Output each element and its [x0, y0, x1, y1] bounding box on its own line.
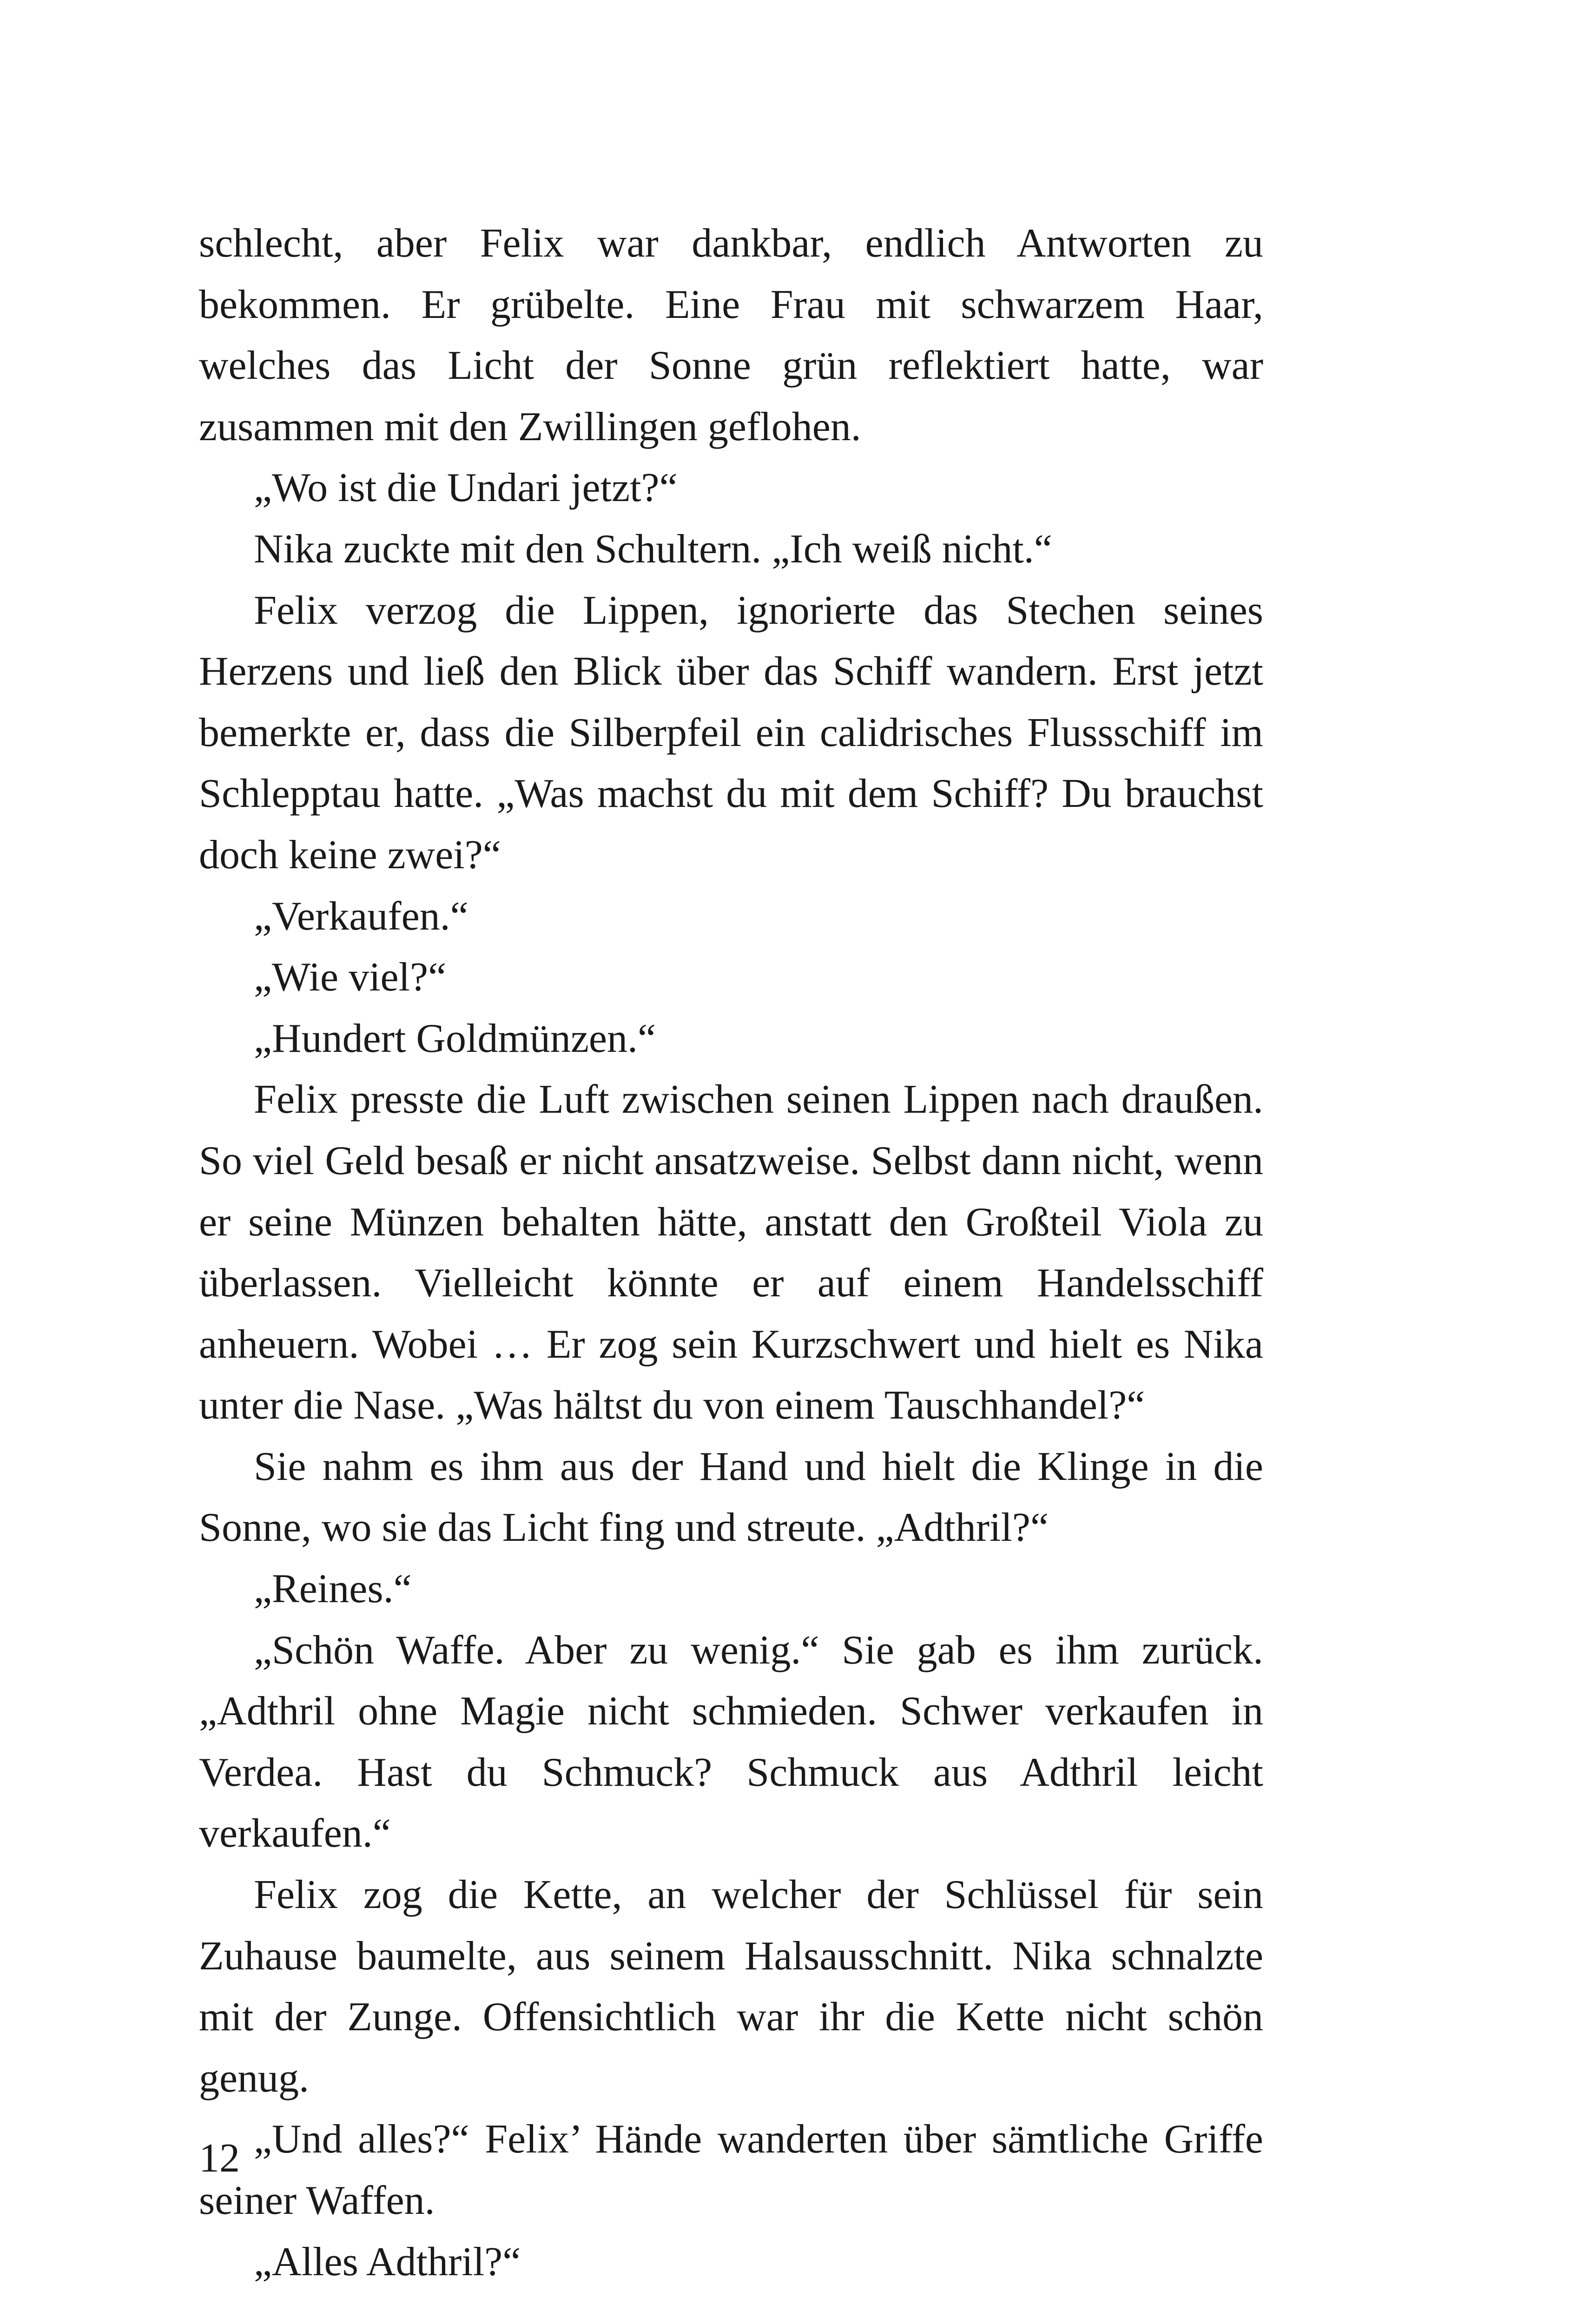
paragraph: schlecht, aber Felix war dankbar, endlich Antworten zu bekommen. Er grübelte. Eine Frau mit schwarzem Haar, welches das Licht der Sonne grün reflektiert hatte, war zusammen mit den Zwillingen geflohen. — [199, 221, 1263, 449]
paragraph: „Verkaufen.“ — [254, 893, 468, 939]
paragraph: „Und alles?“ Felix’ Hände wanderten über sämtliche Griffe seiner Waffen. — [199, 2117, 1263, 2223]
body-text — [199, 213, 1263, 2292]
paragraph: Felix zog die Kette, an welcher der Schlüssel für sein Zuhause baumelte, aus seinem Halsausschnitt. Nika schnalzte mit der Zunge. Offensichtlich war ihr die Kette nicht schön genug. — [199, 1872, 1263, 2101]
paragraph: Felix verzog die Lippen, ignorierte das Stechen seines Herzens und ließ den Blick über das Schiff wandern. Erst jetzt bemerkte er, dass die Silberpfeil ein calidrisches Flussschiff im Schlepptau hatte. „Was machst du mit dem Schiff? Du brauchst doch keine zwei?“ — [199, 588, 1263, 878]
paragraph: Sie nahm es ihm aus der Hand und hielt die Klinge in die Sonne, wo sie das Licht fing und streute. „Adthril?“ — [199, 1444, 1263, 1551]
paragraph: Felix presste die Luft zwischen seinen Lippen nach draußen. So viel Geld besaß er nicht ansatzweise. Selbst dann nicht, wenn er seine Münzen behalten hätte, anstatt den Großteil Viola zu überlassen. Vielleicht könnte er auf einem Handelsschiff anheuern. Wobei … Er zog sein Kurzschwert und hielt es Nika unter die Nase. „Was hältst du von einem Tauschhandel?“ — [199, 1077, 1263, 1428]
paragraph: „Schön Waffe. Aber zu wenig.“ Sie gab es ihm zurück. „Adthril ohne Magie nicht schmieden. Schwer verkaufen in Verdea. Hast du Schmuck? Schmuck aus Adthril leicht verkaufen.“ — [199, 1627, 1263, 1856]
paragraph: Nika zuckte mit den Schultern. „Ich weiß nicht.“ — [254, 526, 1052, 572]
paragraph: „Alles Adthril?“ — [254, 2239, 521, 2284]
paragraph: „Wo ist die Undari jetzt?“ — [254, 465, 678, 511]
paragraph: „Reines.“ — [254, 1566, 412, 1612]
paragraph: „Wie viel?“ — [254, 955, 447, 1000]
paragraph: „Hundert Goldmünzen.“ — [254, 1016, 656, 1061]
page-number: 12 — [199, 2136, 240, 2181]
